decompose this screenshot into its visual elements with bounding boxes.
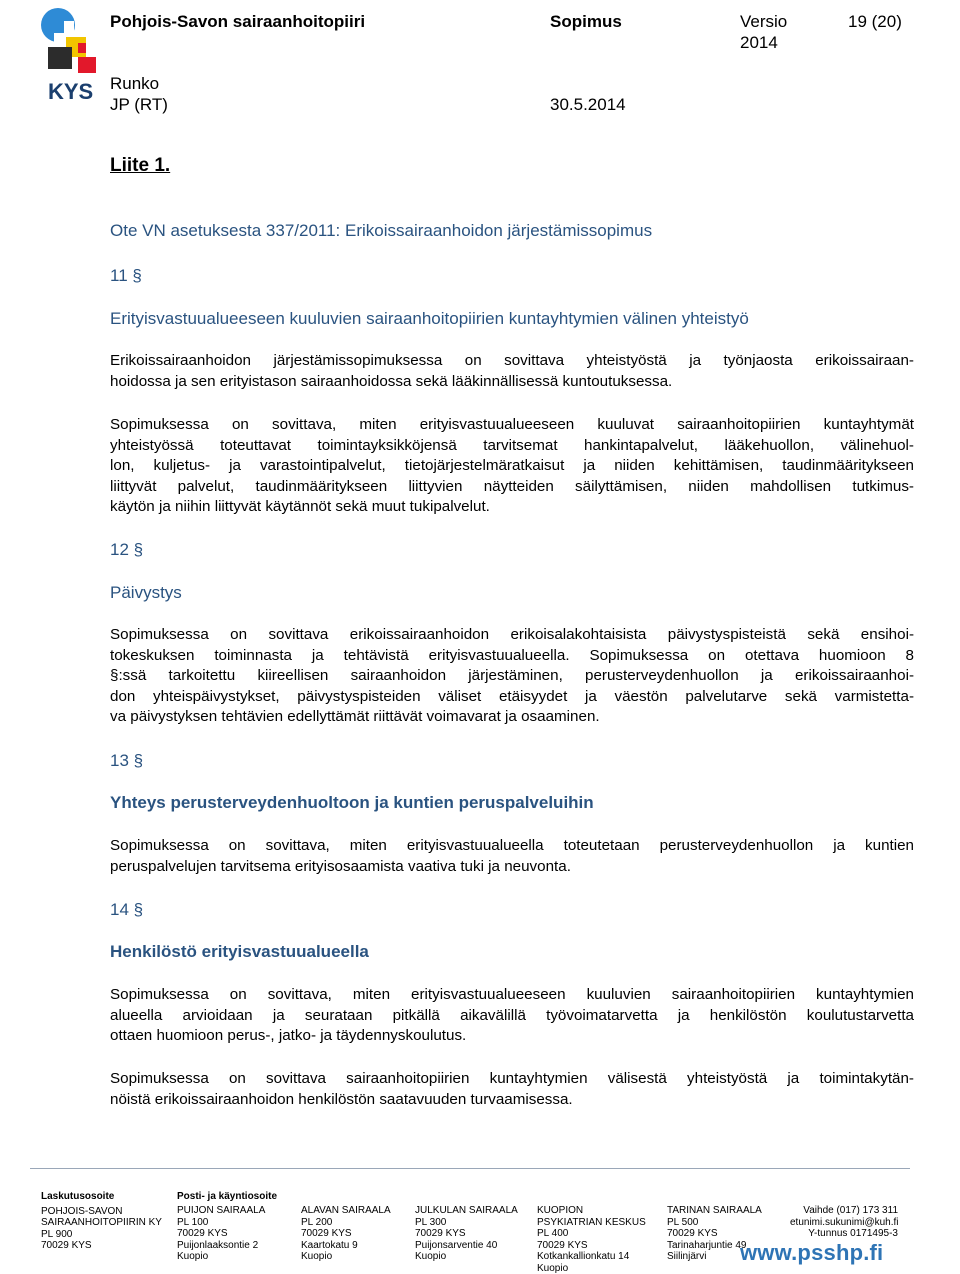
text-line: yhteistyössä toteuttavat toimintayksikköjensä tarvitsemat hankintapalvelut, lääkehuollon, välinehuol- xyxy=(110,436,914,457)
text-line: ottaen huomioon perus-, jatko- ja täydennyskoulutus. xyxy=(110,1026,914,1047)
text-line: va päivystyksen tehtävien edellyttämät riittävät voimavarat ja osaaminen. xyxy=(110,707,914,728)
website-link[interactable]: www.psshp.fi xyxy=(740,1240,883,1266)
footer-line: Tarinaharjuntie 49 xyxy=(667,1240,762,1252)
footer-line: PL 200 xyxy=(301,1217,391,1229)
paragraph xyxy=(110,1069,914,1110)
footer-address-puijo xyxy=(177,1205,265,1263)
text-line: lon, kuljetus- ja varastointipalvelut, tietojärjestelmäratkaisut ja niiden kehittämisen, taudinmääritykseen xyxy=(110,456,914,477)
text-line: hoidossa ja sen erityistason sairaanhoidossa sekä lääkinnällisessä kuntoutuksessa. xyxy=(110,372,914,393)
logo-text: KYS xyxy=(48,79,93,105)
section-heading: Yhteys perusterveydenhuoltoon ja kuntien peruspalveluihin xyxy=(110,792,594,814)
footer-address-alava xyxy=(301,1205,391,1263)
doc-category: Runko xyxy=(110,74,159,94)
text-line: nöistä erikoissairaanhoidon henkilöstön saatavuuden turvaamisessa. xyxy=(110,1090,914,1111)
business-id: Y-tunnus 0171495-3 xyxy=(790,1228,898,1240)
footer-line: Kuopio xyxy=(301,1251,391,1263)
text-line: käytön ja niihin liittyvät käytännöt sekä muut tukipalvelut. xyxy=(110,497,914,518)
text-line: Sopimuksessa on sovittava sairaanhoitopiirien kuntayhtymien välisestä yhteistyöstä ja toimintakytän- xyxy=(110,1069,914,1090)
footer-line: Puijonsarventie 40 xyxy=(415,1240,518,1252)
text-line: tokeskuksen toiminnasta ja tehtävistä erityisvastuualueella. Sopimuksessa on otettava huomioon 8 xyxy=(110,646,914,667)
section-heading: Päivystys xyxy=(110,582,182,604)
text-line: alueella arvioidaan ja seurataan pitkällä aikavälillä työvoimatarvetta ja henkilöstön koulutustarvetta xyxy=(110,1006,914,1027)
paragraph xyxy=(110,415,914,518)
footer-line: Kuopio xyxy=(177,1251,265,1263)
footer-line: PSYKIATRIAN KESKUS xyxy=(537,1217,646,1229)
appendix-title: Liite 1. xyxy=(110,155,170,177)
section-number: 12 § xyxy=(110,539,143,561)
section-number: 13 § xyxy=(110,750,143,772)
paragraph xyxy=(110,836,914,877)
text-line: Sopimuksessa on sovittava, miten erityisvastuualueeseen kuuluvien sairaanhoitopiirien kuntayhtymien xyxy=(110,985,914,1006)
text-line: Sopimuksessa on sovittava, miten erityisvastuualueeseen kuuluvat sairaanhoitopiirien kuntayhtymät xyxy=(110,415,914,436)
footer-address-kuopio-psychiatry xyxy=(537,1205,646,1274)
author: JP (RT) xyxy=(110,95,168,115)
footer-line: POHJOIS-SAVON xyxy=(41,1206,162,1218)
section-number: 14 § xyxy=(110,899,143,921)
section-number: 11 § xyxy=(110,265,142,287)
organization-name: Pohjois-Savon sairaanhoitopiiri xyxy=(110,12,365,32)
text-line: peruspalvelujen tarvitsema erityisosaamista vaativa tuki ja neuvonta. xyxy=(110,857,914,878)
footer-line: 70029 KYS xyxy=(177,1228,265,1240)
doc-type: Sopimus xyxy=(550,12,622,32)
text-line: Sopimuksessa on sovittava erikoissairaanhoidon erikoisalakohtaisista päivystyspisteistä sekä ensihoi- xyxy=(110,625,914,646)
footer-heading: Posti- ja käyntiosoite xyxy=(177,1191,277,1203)
footer-line: PL 100 xyxy=(177,1217,265,1229)
footer-line: KUOPION xyxy=(537,1205,646,1217)
version-value: 2014 xyxy=(740,33,778,53)
footer-line: SAIRAANHOITOPIIRIN KY xyxy=(41,1217,162,1229)
footer-line: Puijonlaaksontie 2 xyxy=(177,1240,265,1252)
footer-line: 70029 KYS xyxy=(301,1228,391,1240)
paragraph xyxy=(110,351,914,392)
text-line: liittyvät palvelut, taudinmääritykseen liittyvien näytteiden säilyttämisen, niiden mahdollisen tutkimus- xyxy=(110,477,914,498)
footer-line: 70029 KYS xyxy=(41,1240,162,1252)
footer-line: Kaartokatu 9 xyxy=(301,1240,391,1252)
footer-line: Kuopio xyxy=(415,1251,518,1263)
page-number: 19 (20) xyxy=(848,12,902,32)
footer-line: PL 500 xyxy=(667,1217,762,1229)
footer-line: 70029 KYS xyxy=(415,1228,518,1240)
footer-line: 70029 KYS xyxy=(537,1240,646,1252)
email-address[interactable]: etunimi.sukunimi@kuh.fi xyxy=(790,1217,898,1229)
section-heading: Erityisvastuualueeseen kuuluvien sairaanhoitopiirien kuntayhtymien välinen yhteistyö xyxy=(110,308,749,330)
footer-line: PUIJON SAIRAALA xyxy=(177,1205,265,1217)
kys-logo xyxy=(38,3,100,103)
text-line: Erikoissairaanhoidon järjestämissopimuksessa on sovittava yhteistyöstä ja työnjaosta erikoissairaan- xyxy=(110,351,914,372)
footer-line: Kotkankallionkatu 14 xyxy=(537,1251,646,1263)
text-line: Sopimuksessa on sovittava, miten erityisvastuualueella toteutetaan perusterveydenhuollon ja kuntien xyxy=(110,836,914,857)
footer-line: Kuopio xyxy=(537,1263,646,1274)
footer-line: ALAVAN SAIRAALA xyxy=(301,1205,391,1217)
footer-billing xyxy=(41,1191,162,1252)
intro-title: Ote VN asetuksesta 337/2011: Erikoissairaanhoidon järjestämissopimus xyxy=(110,220,652,242)
footer-line: PL 900 xyxy=(41,1229,162,1241)
footer-line: PL 400 xyxy=(537,1228,646,1240)
footer-address-julkula xyxy=(415,1205,518,1263)
version-label: Versio xyxy=(740,12,787,32)
footer-divider xyxy=(30,1168,910,1169)
footer-line: Siilinjärvi xyxy=(667,1251,762,1263)
footer-line: TARINAN SAIRAALA xyxy=(667,1205,762,1217)
footer-line: JULKULAN SAIRAALA xyxy=(415,1205,518,1217)
paragraph xyxy=(110,985,914,1047)
phone-number: Vaihde (017) 173 311 xyxy=(790,1205,898,1217)
paragraph xyxy=(110,625,914,728)
footer-heading: Laskutusosoite xyxy=(41,1191,162,1203)
text-line: don yhteispäivystykset, päivystyspisteiden väliset etäisyydet ja väestön palvelutarve sekä varmistetta- xyxy=(110,687,914,708)
text-line: §:ssä tarkoitettu kiireellisen sairaanhoidon järjestäminen, perusterveydenhuollon ja erikoissairaanhoi- xyxy=(110,666,914,687)
footer-line: 70029 KYS xyxy=(667,1228,762,1240)
footer-line: PL 300 xyxy=(415,1217,518,1229)
footer-contact xyxy=(790,1205,898,1240)
doc-date: 30.5.2014 xyxy=(550,95,626,115)
section-heading: Henkilöstö erityisvastuualueella xyxy=(110,941,369,963)
